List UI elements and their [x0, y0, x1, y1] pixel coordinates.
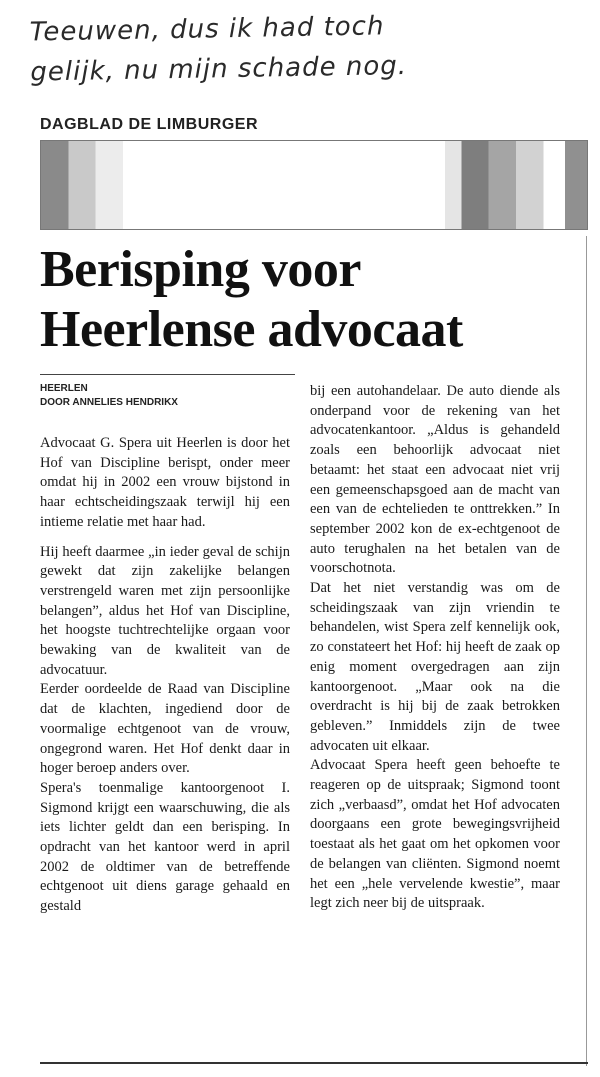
headline-line-2: Heerlense advocaat [40, 301, 463, 358]
handwritten-note-line-1: Teeuwen, dus ik had toch [29, 11, 385, 48]
article-paragraph: Advocaat G. Spera uit Heerlen is door het Hof van Discipline berispt, onder meer omdat hij in 2002 een vrouw bijstond in haar echtscheidingszaak terwijl hij een intieme relatie met haar had. [40, 435, 290, 530]
newspaper-masthead: DAGBLAD DE LIMBURGER [40, 116, 258, 133]
article-paragraph: Hij heeft daarmee „in ieder geval de schijn gewekt dat zijn zakelijke belangen verstrengeld waren met zijn persoonlijke belangen”, aldus het Hof van Discipline, het hoogste tuchtrechtelijke orgaan voor bewaking van de kwaliteit van de advocatuur. [40, 543, 290, 678]
bottom-rule [40, 1062, 588, 1064]
byline-place: HEERLEN [40, 383, 88, 394]
article-paragraph: Eerder oordeelde de Raad van Discipline dat de klachten, ingediend door de voormalige echtgenoot van de vrouw, ongegrond waren. Het Hof denkt daar in hoger beroep anders over. [40, 681, 290, 777]
handwritten-note [29, 3, 550, 92]
article-column-left [40, 434, 290, 917]
article-paragraph: Advocaat Spera heeft geen behoefte te reageren op de uitspraak; Sigmond toont zich „verbaasd”, omdat het Hof advocaten doorgaans een grote bewegingsvrijheid toestaat als het gaat om het opkomen voor de belangen van cliënten. Sigmond noemt het een „hele vervelende kwestie”, maar legt zich neer bij de uitspraak. [310, 757, 560, 912]
right-edge-rule [586, 236, 587, 1066]
article-paragraph: Spera's toenmalige kantoorgenoot I. Sigmond krijgt een waarschuwing, die als iets lichter geldt dan een berisping. In opdracht van het kantoor werd in april 2002 de oldtimer van de betreffende echtgenoot uit diens garage gehaald en gestald [40, 779, 290, 915]
byline-divider [40, 374, 295, 375]
article-paragraph: bij een autohandelaar. De auto diende als onderpand voor de rekening van het advocatenkantoor. „Aldus is gehandeld zoals een behoorlijk advocaat niet betaamt: het staat een advocaat niet vrij een gemeenschapsgoed aan de macht van een van de echtelieden te onttrekken.” In september 2002 kon de ex-echtgenoot de auto terughalen na het betalen van de voorschotnota. [310, 383, 560, 577]
headline-line-1: Berisping voor [40, 241, 361, 298]
article-column-right [310, 382, 560, 914]
handwritten-note-line-2: gelijk, nu mijn schade nog. [30, 50, 408, 88]
article-paragraph: Dat het niet verstandig was om de scheidingszaak van zijn vriendin te behandelen, wist Spera zelf kennelijk ook, zo constateert het Hof: hij heeft de zaak op enig moment overgedragen aan zijn kantoorgenoot. „Maar ook na die overdracht is hij bij de zaak betrokken gebleven.” Inmiddels zijn de twee advocaten uit elkaar. [310, 580, 560, 754]
byline [40, 382, 178, 410]
article-headline [40, 240, 580, 360]
byline-author: DOOR ANNELIES HENDRIKX [40, 397, 178, 408]
decorative-banner [40, 140, 588, 230]
